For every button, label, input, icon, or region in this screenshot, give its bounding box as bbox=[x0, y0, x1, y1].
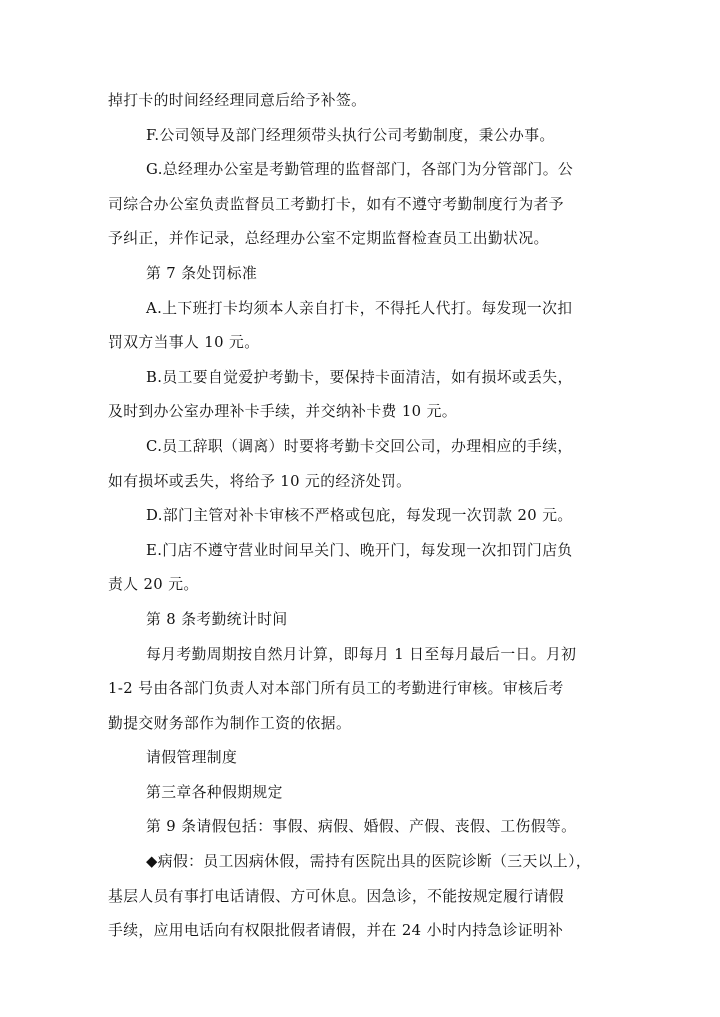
text-line: 手续，应用电话向有权限批假者请假，并在 24 小时内持急诊证明补 bbox=[108, 922, 564, 940]
text-line: 1-2 号由各部门负责人对本部门所有员工的考勤进行审核。审核后考 bbox=[108, 680, 564, 698]
text-line: 罚双方当事人 10 元。 bbox=[108, 334, 260, 352]
text-line: ◆病假：员工因病休假，需持有医院出具的医院诊断（三天以上）， bbox=[146, 853, 592, 871]
text-line: E.门店不遵守营业时间早关门、晚开门，每发现一次扣罚门店负 bbox=[146, 541, 573, 559]
text-line: 责人 20 元。 bbox=[108, 576, 199, 594]
text-line: 第 9 条请假包括：事假、病假、婚假、产假、丧假、工伤假等。 bbox=[146, 818, 577, 836]
text-line: 予纠正，并作记录，总经理办公室不定期监督检查员工出勤状况。 bbox=[108, 230, 549, 248]
text-line: 第三章各种假期规定 bbox=[146, 783, 283, 801]
text-line: 司综合办公室负责监督员工考勤打卡，如有不遵守考勤制度行为者予 bbox=[108, 195, 564, 213]
text-line: 勤提交财务部作为制作工资的依据。 bbox=[108, 714, 352, 732]
text-line: F.公司领导及部门经理须带头执行公司考勤制度，秉公办事。 bbox=[146, 126, 555, 144]
text-line: C.员工辞职（调离）时要将考勤卡交回公司，办理相应的手续， bbox=[146, 437, 573, 455]
text-line: B.员工要自觉爱护考勤卡，要保持卡面清洁，如有损坏或丢失， bbox=[146, 368, 573, 386]
text-line: 每月考勤周期按自然月计算，即每月 1 日至每月最后一日。月初 bbox=[146, 645, 577, 663]
document-body bbox=[108, 84, 613, 949]
text-line: 请假管理制度 bbox=[146, 749, 238, 767]
text-line: G.总经理办公室是考勤管理的监督部门，各部门为分管部门。公 bbox=[146, 161, 574, 179]
text-line: A.上下班打卡均须本人亲自打卡，不得托人代打。每发现一次扣 bbox=[146, 299, 573, 317]
text-line: D.部门主管对补卡审核不严格或包庇，每发现一次罚款 20 元。 bbox=[146, 507, 573, 525]
text-line: 第 7 条处罚标准 bbox=[146, 264, 258, 282]
text-line: 掉打卡的时间经经理同意后给予补签。 bbox=[108, 92, 367, 109]
text-line: 基层人员有事打电话请假、方可休息。因急诊，不能按规定履行请假 bbox=[108, 887, 564, 905]
text-line: 如有损坏或丢失，将给予 10 元的经济处罚。 bbox=[108, 472, 412, 490]
text-line: 第 8 条考勤统计时间 bbox=[146, 610, 288, 628]
text-line: 及时到办公室办理补卡手续，并交纳补卡费 10 元。 bbox=[108, 403, 457, 421]
